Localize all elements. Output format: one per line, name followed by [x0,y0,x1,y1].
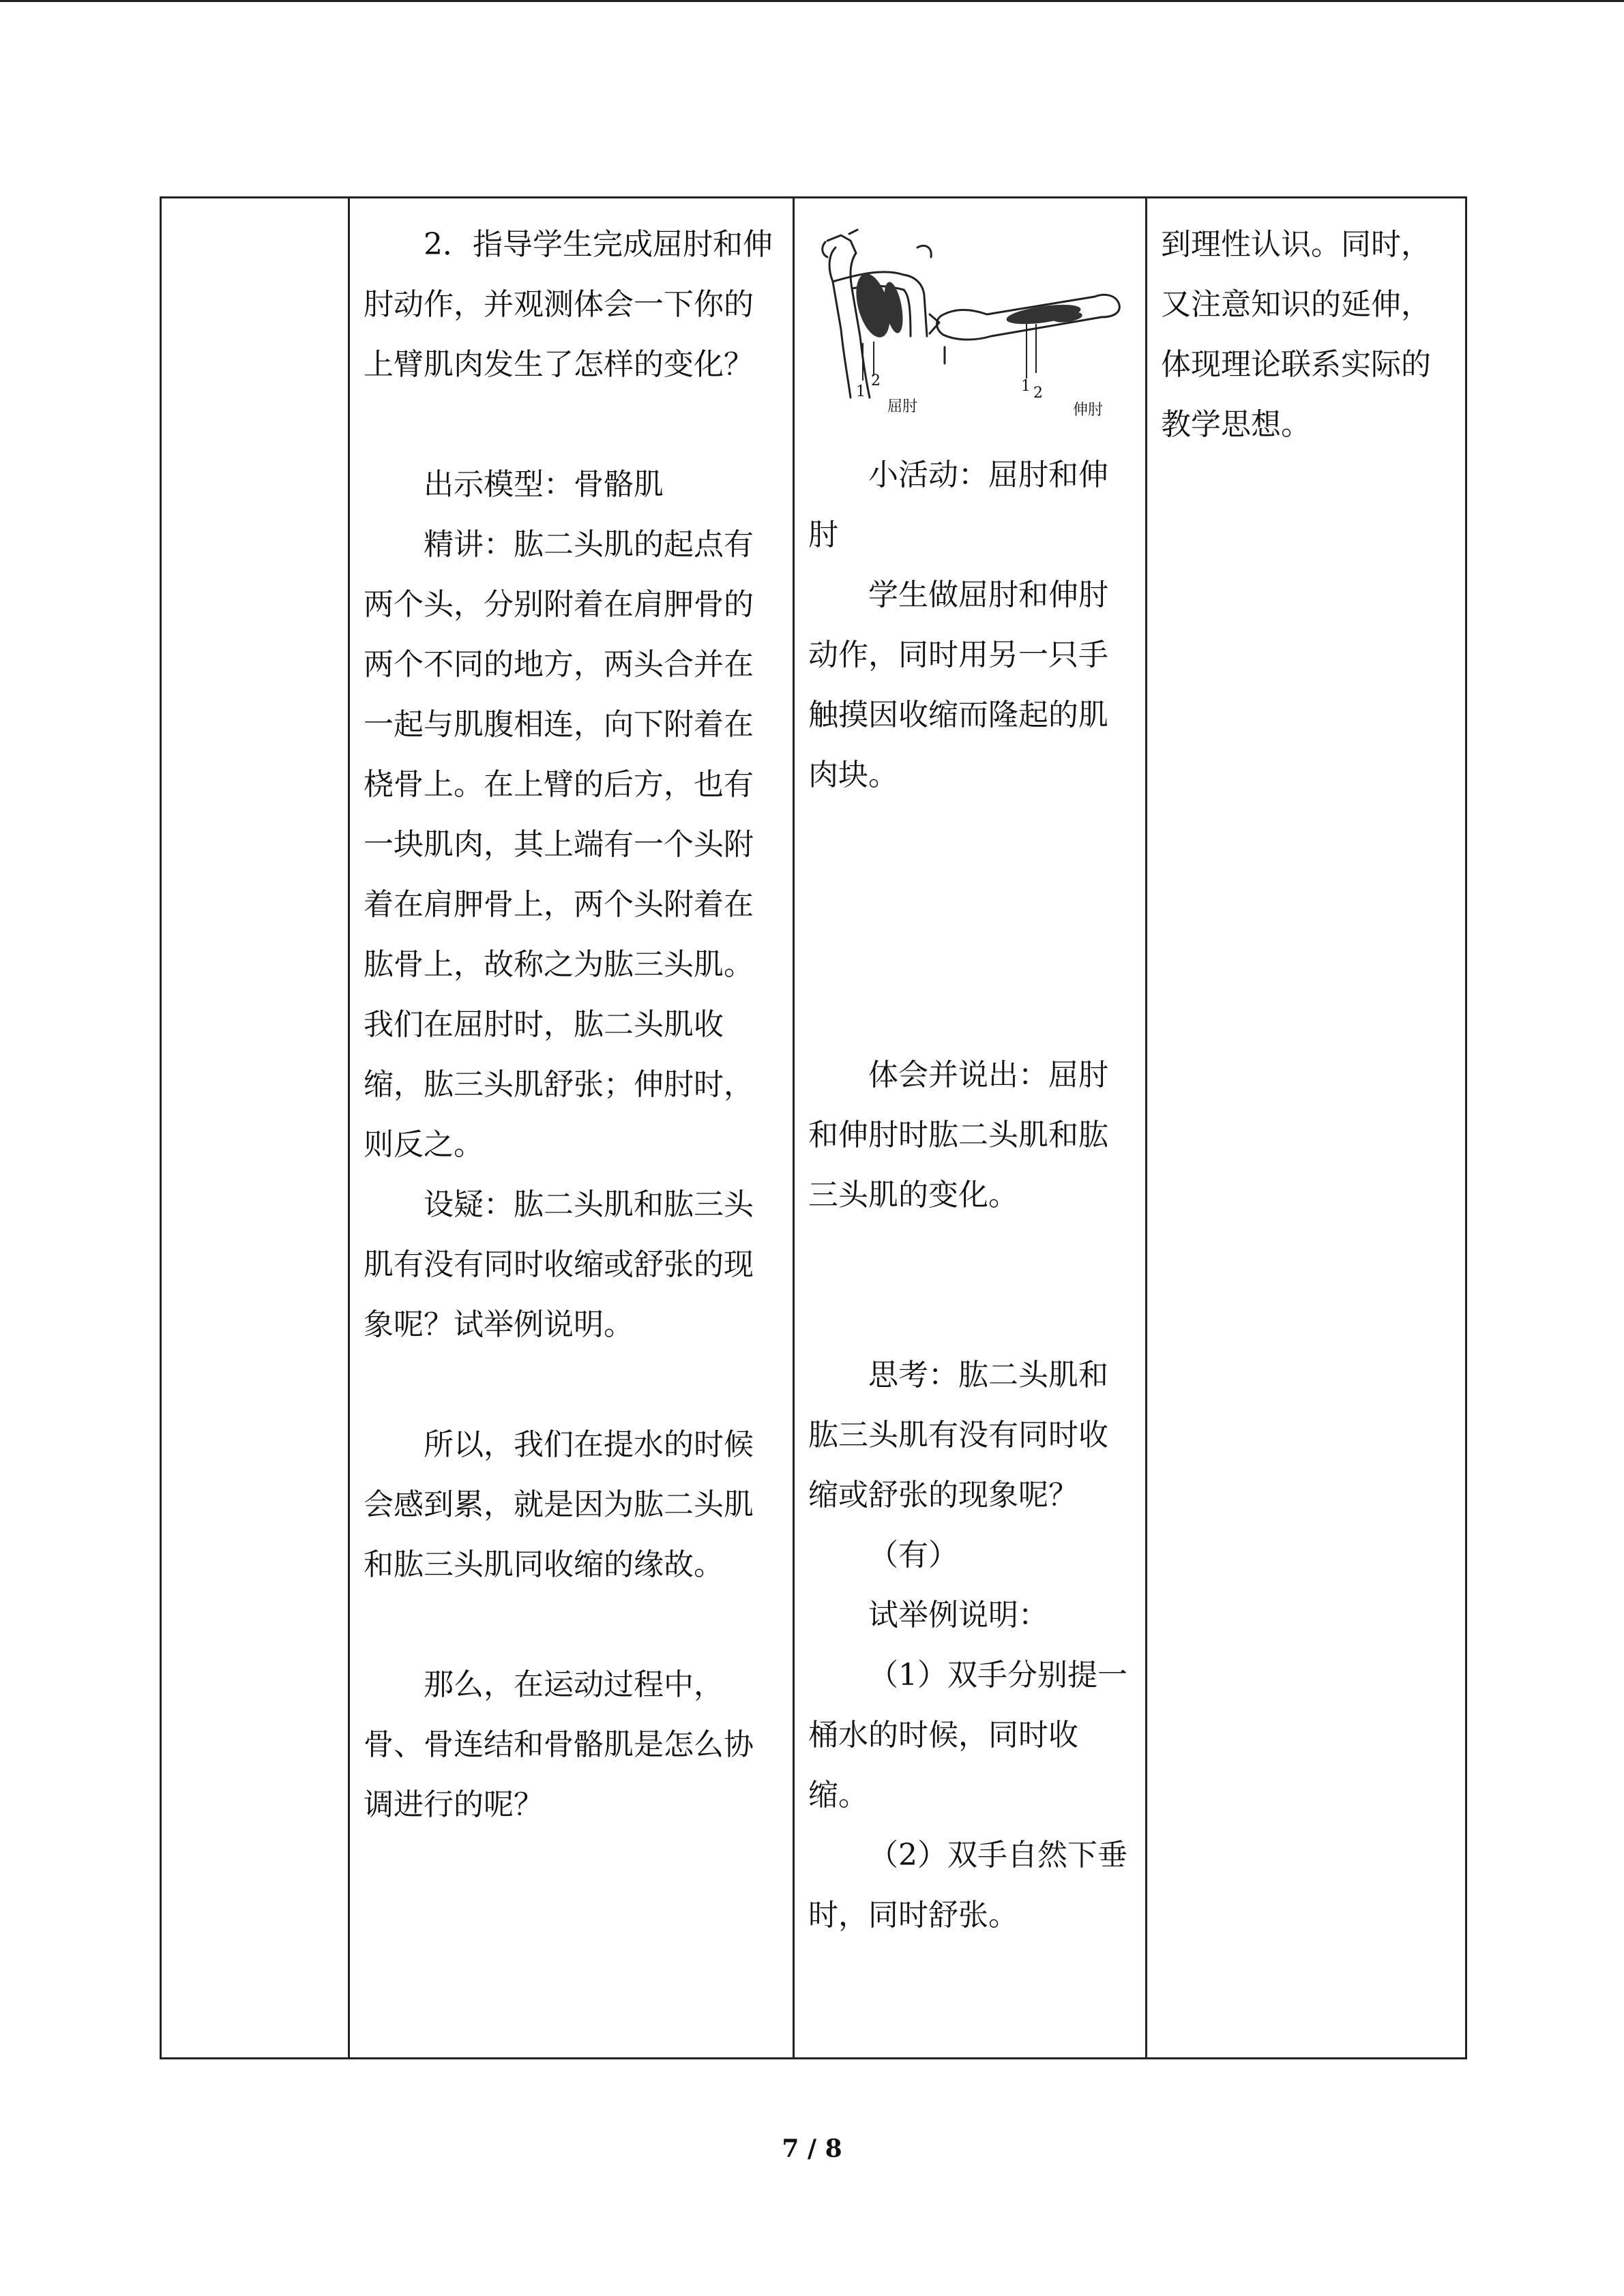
student-paragraph: 试举例说明： [868,1598,1048,1632]
extension-caption: 伸肘 [1073,402,1104,419]
teacher-paragraph: 所以，我们在提水的时候会感到累，就是因为肱二头肌和肱三头肌同收缩的缘故。 [364,1427,754,1582]
teacher-paragraph: 出示模型：骨骼肌 [424,467,664,502]
page-number: 7 / 8 [782,2134,842,2163]
page-top-border [0,0,1624,2]
teacher-paragraph: 设疑：肱二头肌和肱三头肌有没有同时收缩或舒张的现象呢？试举例说明。 [364,1187,754,1342]
design-intent-cell [1147,198,1466,2059]
student-paragraph: 学生做屈肘和伸肘动作，同时用另一只手触摸因收缩而隆起的肌肉块。 [808,578,1108,792]
flexion-label-1: 1 [856,383,866,400]
teacher-paragraph: 那么，在运动过程中，骨、骨连结和骨骼肌是怎么协调进行的呢？ [364,1667,754,1822]
table-row [161,198,1466,2059]
teacher-activity-cell [349,198,794,2059]
student-activity-cell [794,198,1147,2059]
extension-label-2: 2 [1033,385,1043,402]
stage-cell [161,198,349,2059]
teacher-paragraph: 精讲：肱二头肌的起点有两个头，分别附着在肩胛骨的两个不同的地方，两头合并在一起与肌腹相连，向下附着在桡骨上。在上臂的后方，也有一块肌肉，其上端有一个头附着在肩胛骨上，两个头附着在肱骨上，故称之为肱三头肌。我们在屈肘时，肱二头肌收缩，肱三头肌舒张；伸肘时，则反之。 [364,527,754,1162]
lesson-plan-table [160,196,1467,2059]
flexion-label-2: 2 [871,372,881,389]
student-paragraph: （2）双手自然下垂时，同时舒张。 [808,1838,1127,1933]
student-paragraph: （1）双手分别提一桶水的时候，同时收缩。 [808,1658,1127,1813]
extension-label-1: 1 [1021,378,1031,395]
design-intent-paragraph: 到理性认识。同时，又注意知识的延伸，体现理论联系实际的教学思想。 [1161,227,1431,442]
arm-flexion-extension-figure [808,227,1129,432]
flexion-caption: 屈肘 [887,398,918,415]
student-paragraph: （有） [868,1538,958,1572]
teacher-paragraph: 2．指导学生完成屈肘和伸肘动作，并观测体会一下你的上臂肌肉发生了怎样的变化？ [364,227,773,382]
student-paragraph: 思考：肱二头肌和肱三头肌有没有同时收缩或舒张的现象呢？ [808,1358,1108,1512]
student-paragraph: 体会并说出：屈肘和伸肘时肱二头肌和肱三头肌的变化。 [808,1058,1108,1212]
student-paragraph: 小活动：屈肘和伸肘 [808,458,1108,552]
